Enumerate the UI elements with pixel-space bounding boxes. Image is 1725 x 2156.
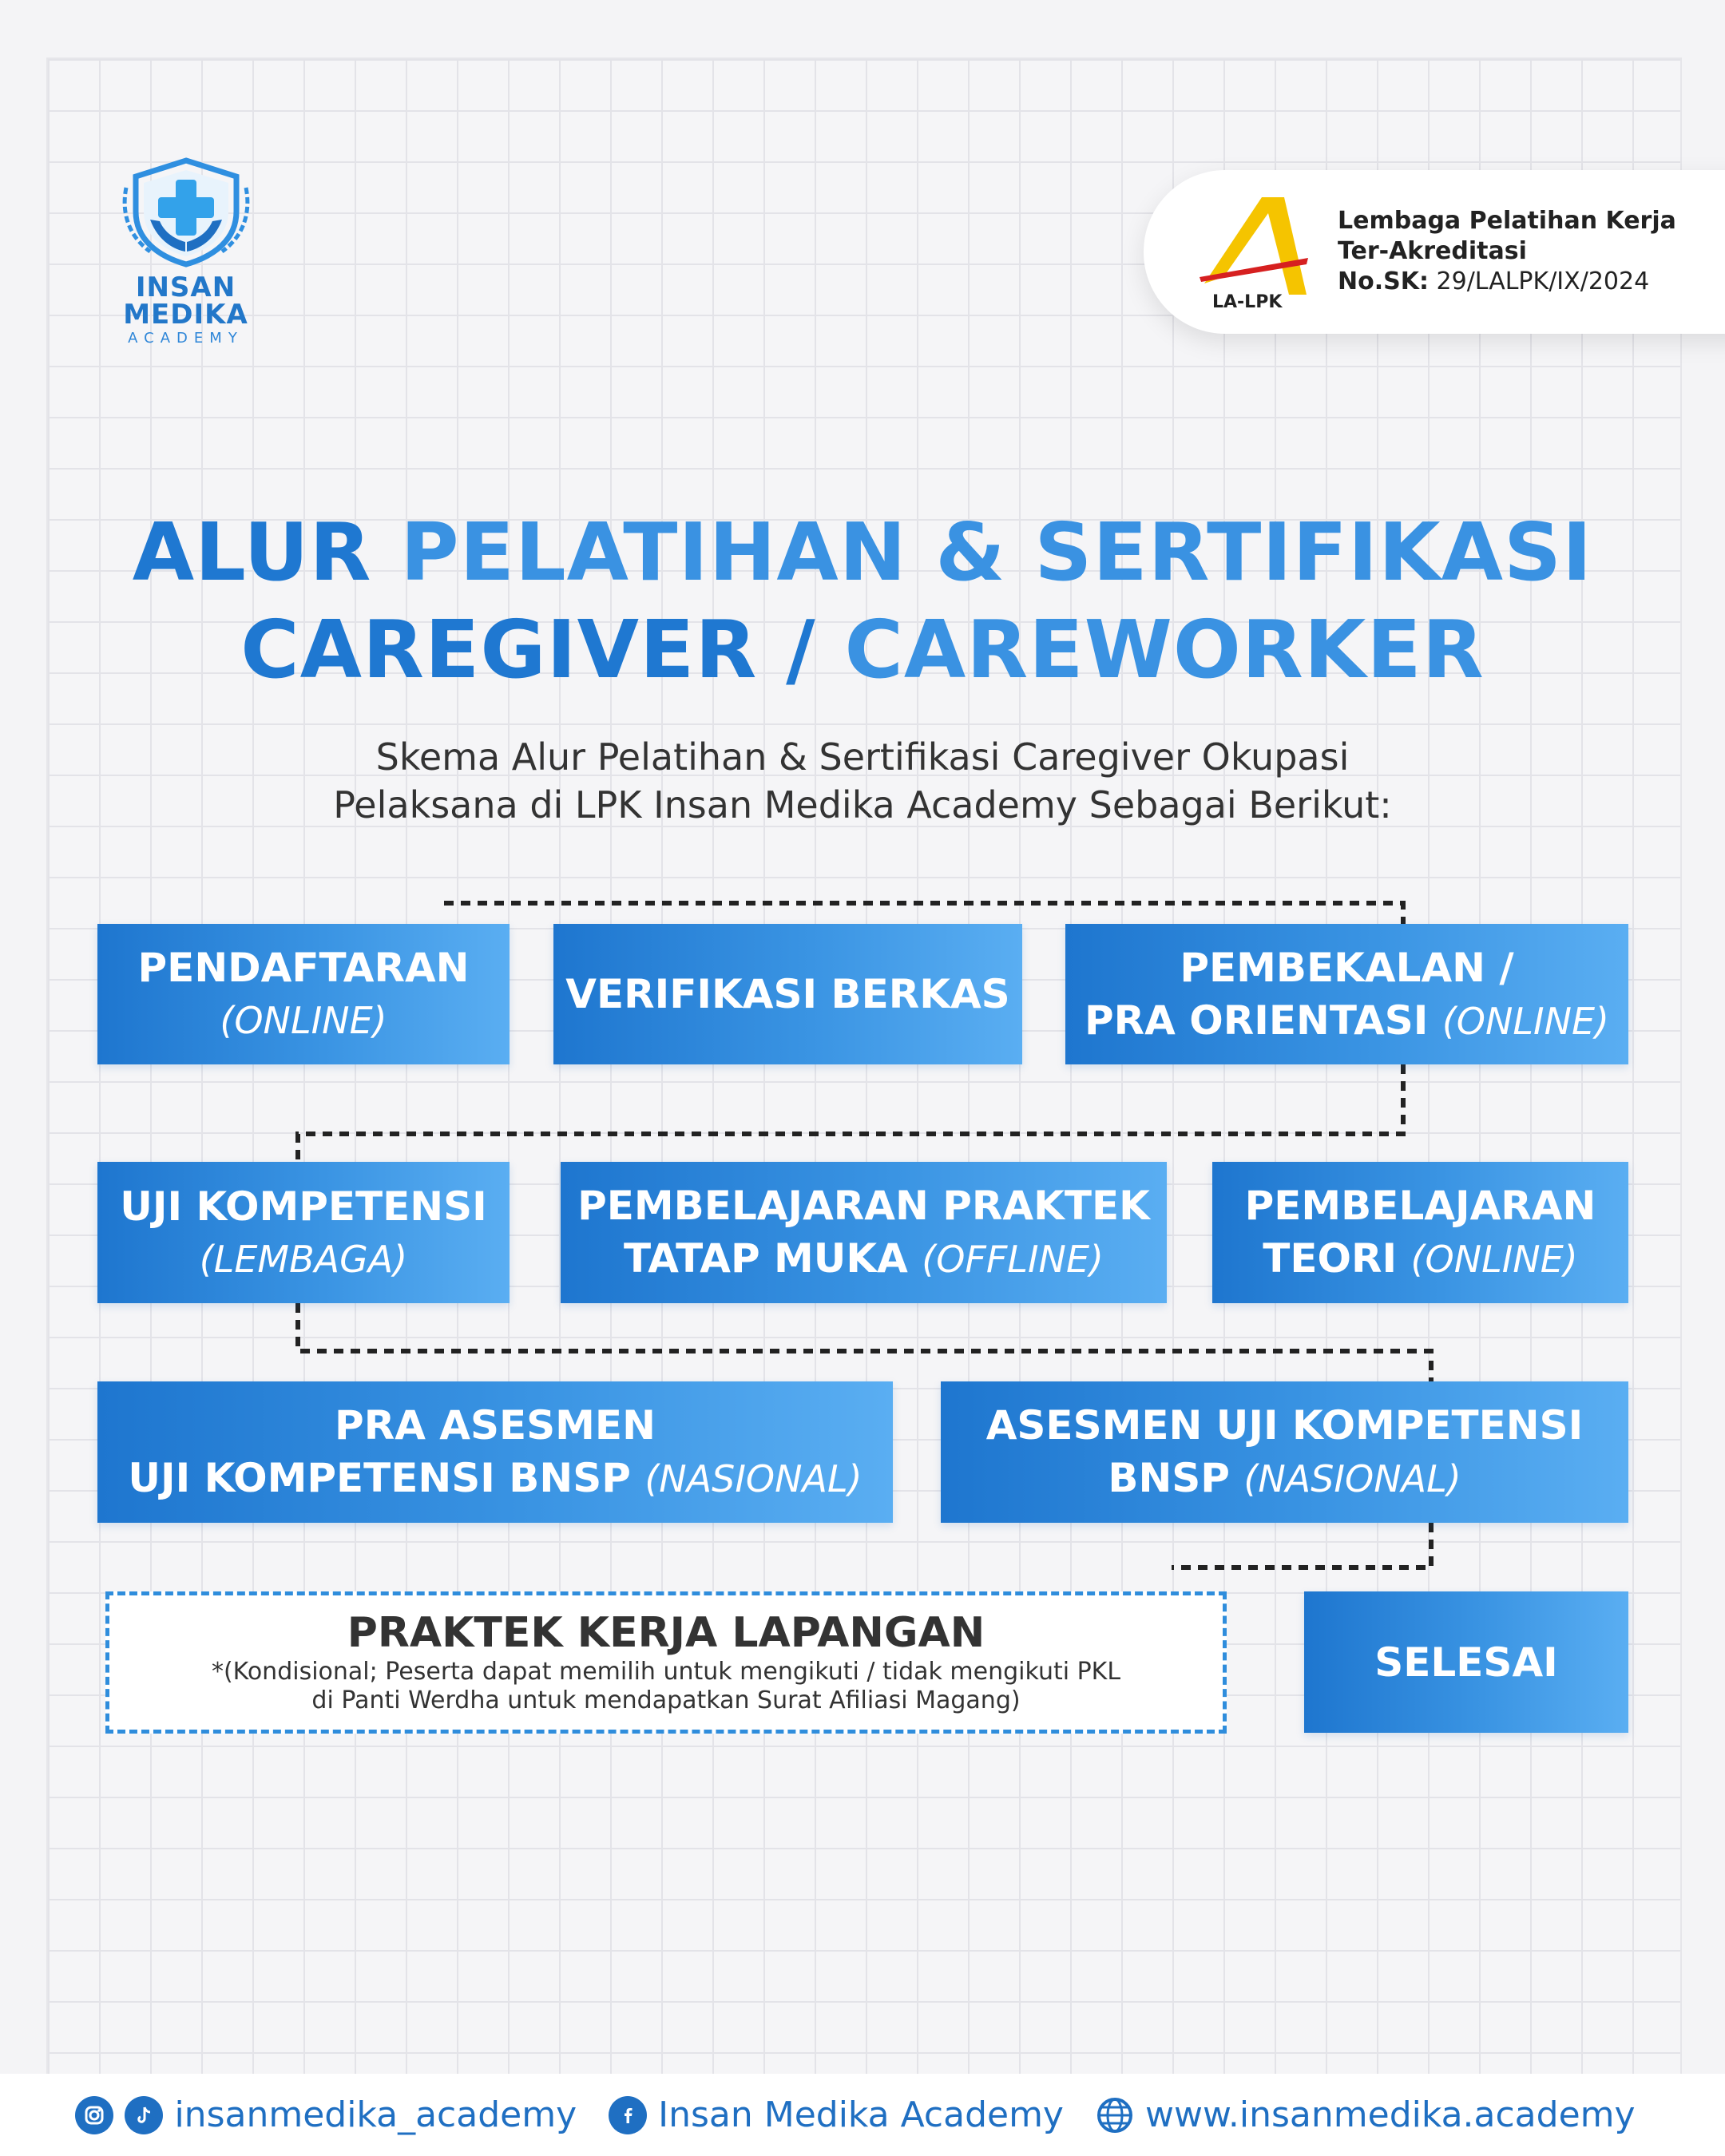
footer-facebook[interactable] [609, 2095, 1064, 2135]
step-teori-line2: TEORI [1263, 1235, 1398, 1282]
footer-website-url: www.insanmedika.academy [1144, 2095, 1636, 2135]
footer-website[interactable] [1096, 2095, 1636, 2135]
tiktok-icon [125, 2096, 163, 2134]
step-praktek-line1: PEMBELAJARAN PRAKTEK [577, 1183, 1150, 1229]
subtitle-line2: Pelaksana di LPK Insan Medika Academy Sebagai Berikut: [333, 783, 1392, 826]
subtitle-line1: Skema Alur Pelatihan & Sertifikasi Caregiver Okupasi [375, 735, 1350, 779]
facebook-icon [609, 2096, 647, 2134]
step-praktek-line2: TATAP MUKA [624, 1235, 908, 1282]
step-pembelajaran-teori [1212, 1162, 1628, 1303]
step-teori-line1: PEMBELAJARAN [1244, 1183, 1596, 1229]
connector-row3-row4 [1172, 1523, 1431, 1567]
sk-number: 29/LALPK/IX/2024 [1436, 268, 1650, 295]
la-lpk-label: LA-LPK [1212, 292, 1283, 312]
instagram-icon [75, 2096, 113, 2134]
logo-name: INSAN MEDIKA [123, 271, 248, 331]
step-selesai-label: SELESAI [1374, 1639, 1558, 1686]
step-pra-asesmen-line1: PRA ASESMEN [335, 1402, 656, 1449]
step-pendaftaran [97, 924, 510, 1064]
step-pembekalan-note: (ONLINE) [1441, 999, 1609, 1043]
footer-social-handle: insanmedika_academy [174, 2095, 577, 2135]
step-verifikasi-label: VERIFIKASI BERKAS [565, 971, 1010, 1017]
globe-icon [1096, 2096, 1134, 2134]
step-teori-note: (ONLINE) [1410, 1238, 1578, 1281]
title-line1-rest: PELATIHAN & SERTIFIKASI [400, 505, 1593, 599]
title-line2-a: CAREGIVER / [240, 603, 816, 696]
title-word-alur: ALUR [132, 505, 372, 599]
step-pembelajaran-praktek [561, 1162, 1167, 1303]
footer-social[interactable] [75, 2095, 577, 2135]
step-pendaftaran-label: PENDAFTARAN [137, 945, 470, 991]
sk-label: No.SK: [1338, 268, 1429, 295]
connector-row2-row3 [298, 1303, 1431, 1382]
step-asesmen-bnsp [941, 1381, 1628, 1523]
pkl-title: PRAKTEK KERJA LAPANGAN [347, 1609, 985, 1657]
step-pembekalan [1065, 924, 1628, 1064]
pkl-note-line1: *(Kondisional; Peserta dapat memilih untuk mengikuti / tidak mengikuti PKL [211, 1658, 1121, 1686]
logo-subtitle: ACADEMY [128, 330, 244, 347]
step-pra-asesmen-note: (NASIONAL) [644, 1457, 862, 1500]
title-line2-b: CAREWORKER [844, 603, 1485, 696]
pkl-note-line2: di Panti Werdha untuk mendapatkan Surat Afiliasi Magang) [311, 1686, 1021, 1714]
step-verifikasi-berkas [553, 924, 1022, 1064]
step-uji-lembaga-label: UJI KOMPETENSI [120, 1183, 487, 1230]
step-praktek-kerja-lapangan [105, 1591, 1227, 1734]
step-uji-lembaga-note: (LEMBAGA) [199, 1237, 408, 1281]
step-pendaftaran-note: (ONLINE) [220, 999, 387, 1042]
step-pra-asesmen-line2: UJI KOMPETENSI BNSP [128, 1455, 631, 1501]
step-pembekalan-line2: PRA ORIENTASI [1084, 997, 1429, 1044]
step-pra-asesmen [97, 1381, 893, 1523]
step-uji-kompetensi-lembaga [97, 1162, 510, 1303]
connector-row1-row2 [298, 1064, 1403, 1162]
step-asesmen-line2: BNSP [1108, 1455, 1230, 1501]
step-pembekalan-line1: PEMBEKALAN / [1180, 944, 1514, 991]
footer-bar [0, 2074, 1725, 2156]
step-asesmen-line1: ASESMEN UJI KOMPETENSI [985, 1402, 1584, 1449]
footer-facebook-name: Insan Medika Academy [658, 2095, 1064, 2135]
step-asesmen-note: (NASIONAL) [1243, 1457, 1461, 1500]
connector-top [444, 903, 1403, 925]
step-selesai [1304, 1591, 1628, 1733]
step-praktek-note: (OFFLINE) [922, 1238, 1104, 1281]
accr-line2: Ter-Akreditasi [1338, 237, 1527, 265]
accr-line1: Lembaga Pelatihan Kerja [1338, 207, 1676, 235]
